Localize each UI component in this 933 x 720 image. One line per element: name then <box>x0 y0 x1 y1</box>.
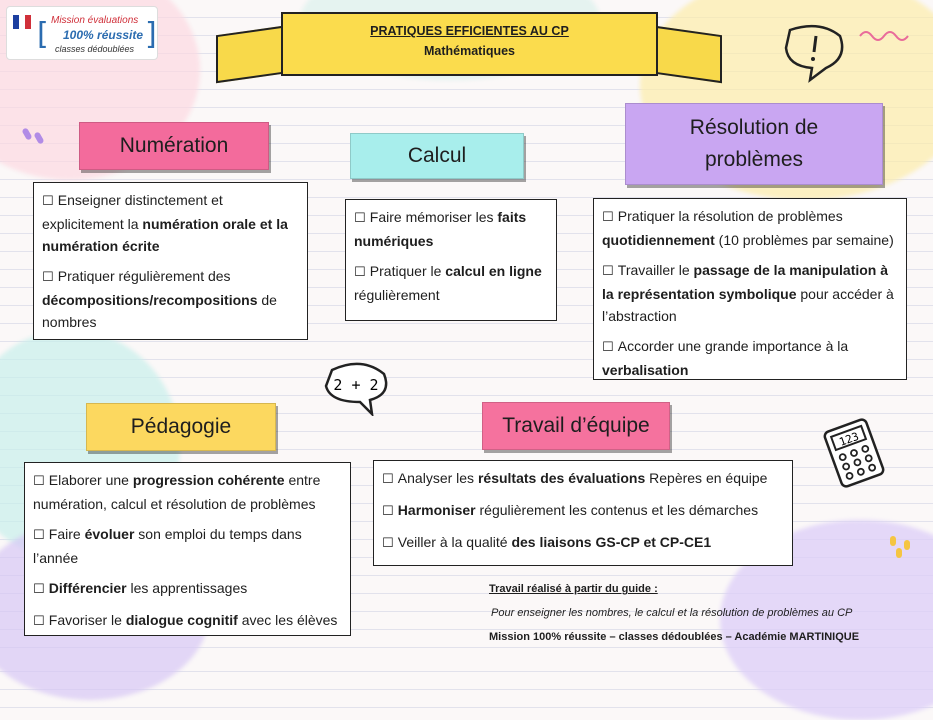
page-title: PRATIQUES EFFICIENTES AU CP <box>370 24 569 38</box>
logo-line-2: 100% réussite <box>63 28 144 42</box>
bracket-right-icon: ] <box>145 17 157 52</box>
pedagogie-item <box>33 609 342 633</box>
pedagogie-item-text: les apprentissages <box>126 580 248 596</box>
equipe-label <box>482 402 670 450</box>
exclamation-bubble-icon <box>780 22 850 84</box>
numeration-label <box>79 122 269 170</box>
equipe-box <box>373 460 793 566</box>
resolution-item-text: Travailler le <box>617 262 694 278</box>
equipe-item-text: Repères en équipe <box>645 470 768 486</box>
resolution-item-text: Pratiquer la résolution de problèmes <box>617 208 843 224</box>
page-subtitle: Mathématiques <box>424 44 515 58</box>
resolution-item-text: (10 problèmes par semaine) <box>714 232 894 248</box>
numeration-item <box>42 265 299 333</box>
numeration-box <box>33 182 308 340</box>
calcul-box <box>345 199 557 321</box>
pedagogie-item-text: avec les élèves <box>237 612 338 628</box>
resolution-item-text: verbalisation <box>602 362 689 378</box>
numeration-item-text: décompositions/recompositions <box>42 292 258 308</box>
pedagogie-item <box>33 469 342 515</box>
resolution-item <box>602 259 898 327</box>
logo-line-3: classes dédoublées <box>55 44 135 54</box>
equipe-item-text: des liaisons GS-CP et CP-CE1 <box>511 534 712 550</box>
checkbox-icon: ☐ <box>354 265 370 280</box>
equipe-item-text: régulièrement les contenus et les démarches <box>475 502 759 518</box>
equipe-item-text: Analyser les <box>397 470 478 486</box>
equipe-item-text: Harmoniser <box>397 502 476 518</box>
pedagogie-item-text: Faire <box>48 526 85 542</box>
equipe-item-text: résultats des évaluations <box>477 470 646 486</box>
confetti-icon <box>886 534 916 560</box>
numeration-item-text: Pratiquer régulièrement des <box>57 268 231 284</box>
title-banner <box>281 12 658 76</box>
logo-line-1: Mission évaluations <box>51 15 139 26</box>
resolution-item-text: passage de la manipulation à la représentation symbolique <box>602 262 889 302</box>
footer-credit: Mission 100% réussite – classes dédoublées – Académie MARTINIQUE <box>489 631 860 643</box>
resolution-item-text: quotidiennement <box>602 232 715 248</box>
resolution-item-text: pour accéder à l’abstraction <box>602 286 894 324</box>
checkbox-icon: ☐ <box>602 264 618 279</box>
checkbox-icon: ☐ <box>33 614 49 629</box>
checkbox-icon: ☐ <box>602 340 618 355</box>
pedagogie-title: Pédagogie <box>130 415 232 438</box>
pedagogie-item-text: son emploi du temps dans l’année <box>33 526 302 566</box>
calcul-item-text: calcul en ligne <box>445 263 542 279</box>
banner-tail-right <box>648 25 722 83</box>
numeration-item-text: de nombres <box>42 292 277 330</box>
calcul-item <box>354 206 548 252</box>
checkbox-icon: ☐ <box>42 270 58 285</box>
calcul-label <box>350 133 524 179</box>
calcul-item-text: faits numériques <box>354 209 527 249</box>
bracket-left-icon: [ <box>37 17 49 52</box>
checkbox-icon: ☐ <box>354 211 370 226</box>
pedagogie-item-text: Différencier <box>48 580 127 596</box>
calculator-display: 123 <box>837 429 861 449</box>
resolution-item <box>602 335 898 381</box>
resolution-label <box>625 103 883 185</box>
math-bubble-icon <box>322 360 394 416</box>
checkbox-icon: ☐ <box>33 474 49 489</box>
wave-doodle-icon <box>858 28 914 42</box>
resolution-title: Résolution de problèmes <box>689 116 819 171</box>
numeration-item-text: numération orale et la numération écrite <box>42 216 288 254</box>
pedagogie-item-text: Elaborer une <box>48 472 133 488</box>
checkbox-icon: ☐ <box>602 210 618 225</box>
pedagogie-label <box>86 403 276 451</box>
pedagogie-item-text: entre numération, calcul et résolution de problèmes <box>33 472 321 512</box>
checkbox-icon: ☐ <box>382 504 398 519</box>
equipe-item <box>382 467 784 491</box>
equipe-item <box>382 499 784 523</box>
calcul-title: Calcul <box>407 144 467 167</box>
resolution-item <box>602 205 898 251</box>
calculator-icon <box>822 418 886 488</box>
math-bubble-text: 2 + 2 <box>333 376 379 394</box>
numeration-title: Numération <box>119 134 229 157</box>
banner-tail-left <box>216 25 290 83</box>
mission-logo <box>6 6 158 60</box>
checkbox-icon: ☐ <box>42 194 58 209</box>
resolution-item-text: Accorder une grande importance à la <box>617 338 849 354</box>
pedagogie-item-text: évoluer <box>84 526 135 542</box>
equipe-item <box>382 531 784 555</box>
calcul-item-text: Faire mémoriser les <box>369 209 498 225</box>
calcul-item-text: régulièrement <box>354 287 440 303</box>
pedagogie-item <box>33 523 342 569</box>
equipe-title: Travail d’équipe <box>502 414 650 437</box>
republique-flag-icon <box>13 15 31 29</box>
checkbox-icon: ☐ <box>33 582 49 597</box>
calcul-item-text: Pratiquer le <box>369 263 446 279</box>
pedagogie-item-text: dialogue cognitif <box>125 612 238 628</box>
checkbox-icon: ☐ <box>33 528 49 543</box>
pedagogie-item-text: progression cohérente <box>132 472 285 488</box>
checkbox-icon: ☐ <box>382 472 398 487</box>
footer-guide: Pour enseigner les nombres, le calcul et la résolution de problèmes au CP <box>491 607 853 619</box>
pedagogie-box <box>24 462 351 636</box>
resolution-box <box>593 198 907 380</box>
pedagogie-item <box>33 577 342 601</box>
footer-heading: Travail réalisé à partir du guide : <box>489 583 658 595</box>
numeration-item-text: Enseigner distinctement et explicitement la <box>42 192 223 232</box>
calcul-item <box>354 260 548 306</box>
numeration-item <box>42 189 299 257</box>
pedagogie-item-text: Favoriser le <box>48 612 126 628</box>
checkbox-icon: ☐ <box>382 536 398 551</box>
confetti-icon <box>20 124 50 148</box>
equipe-item-text: Veiller à la qualité <box>397 534 512 550</box>
